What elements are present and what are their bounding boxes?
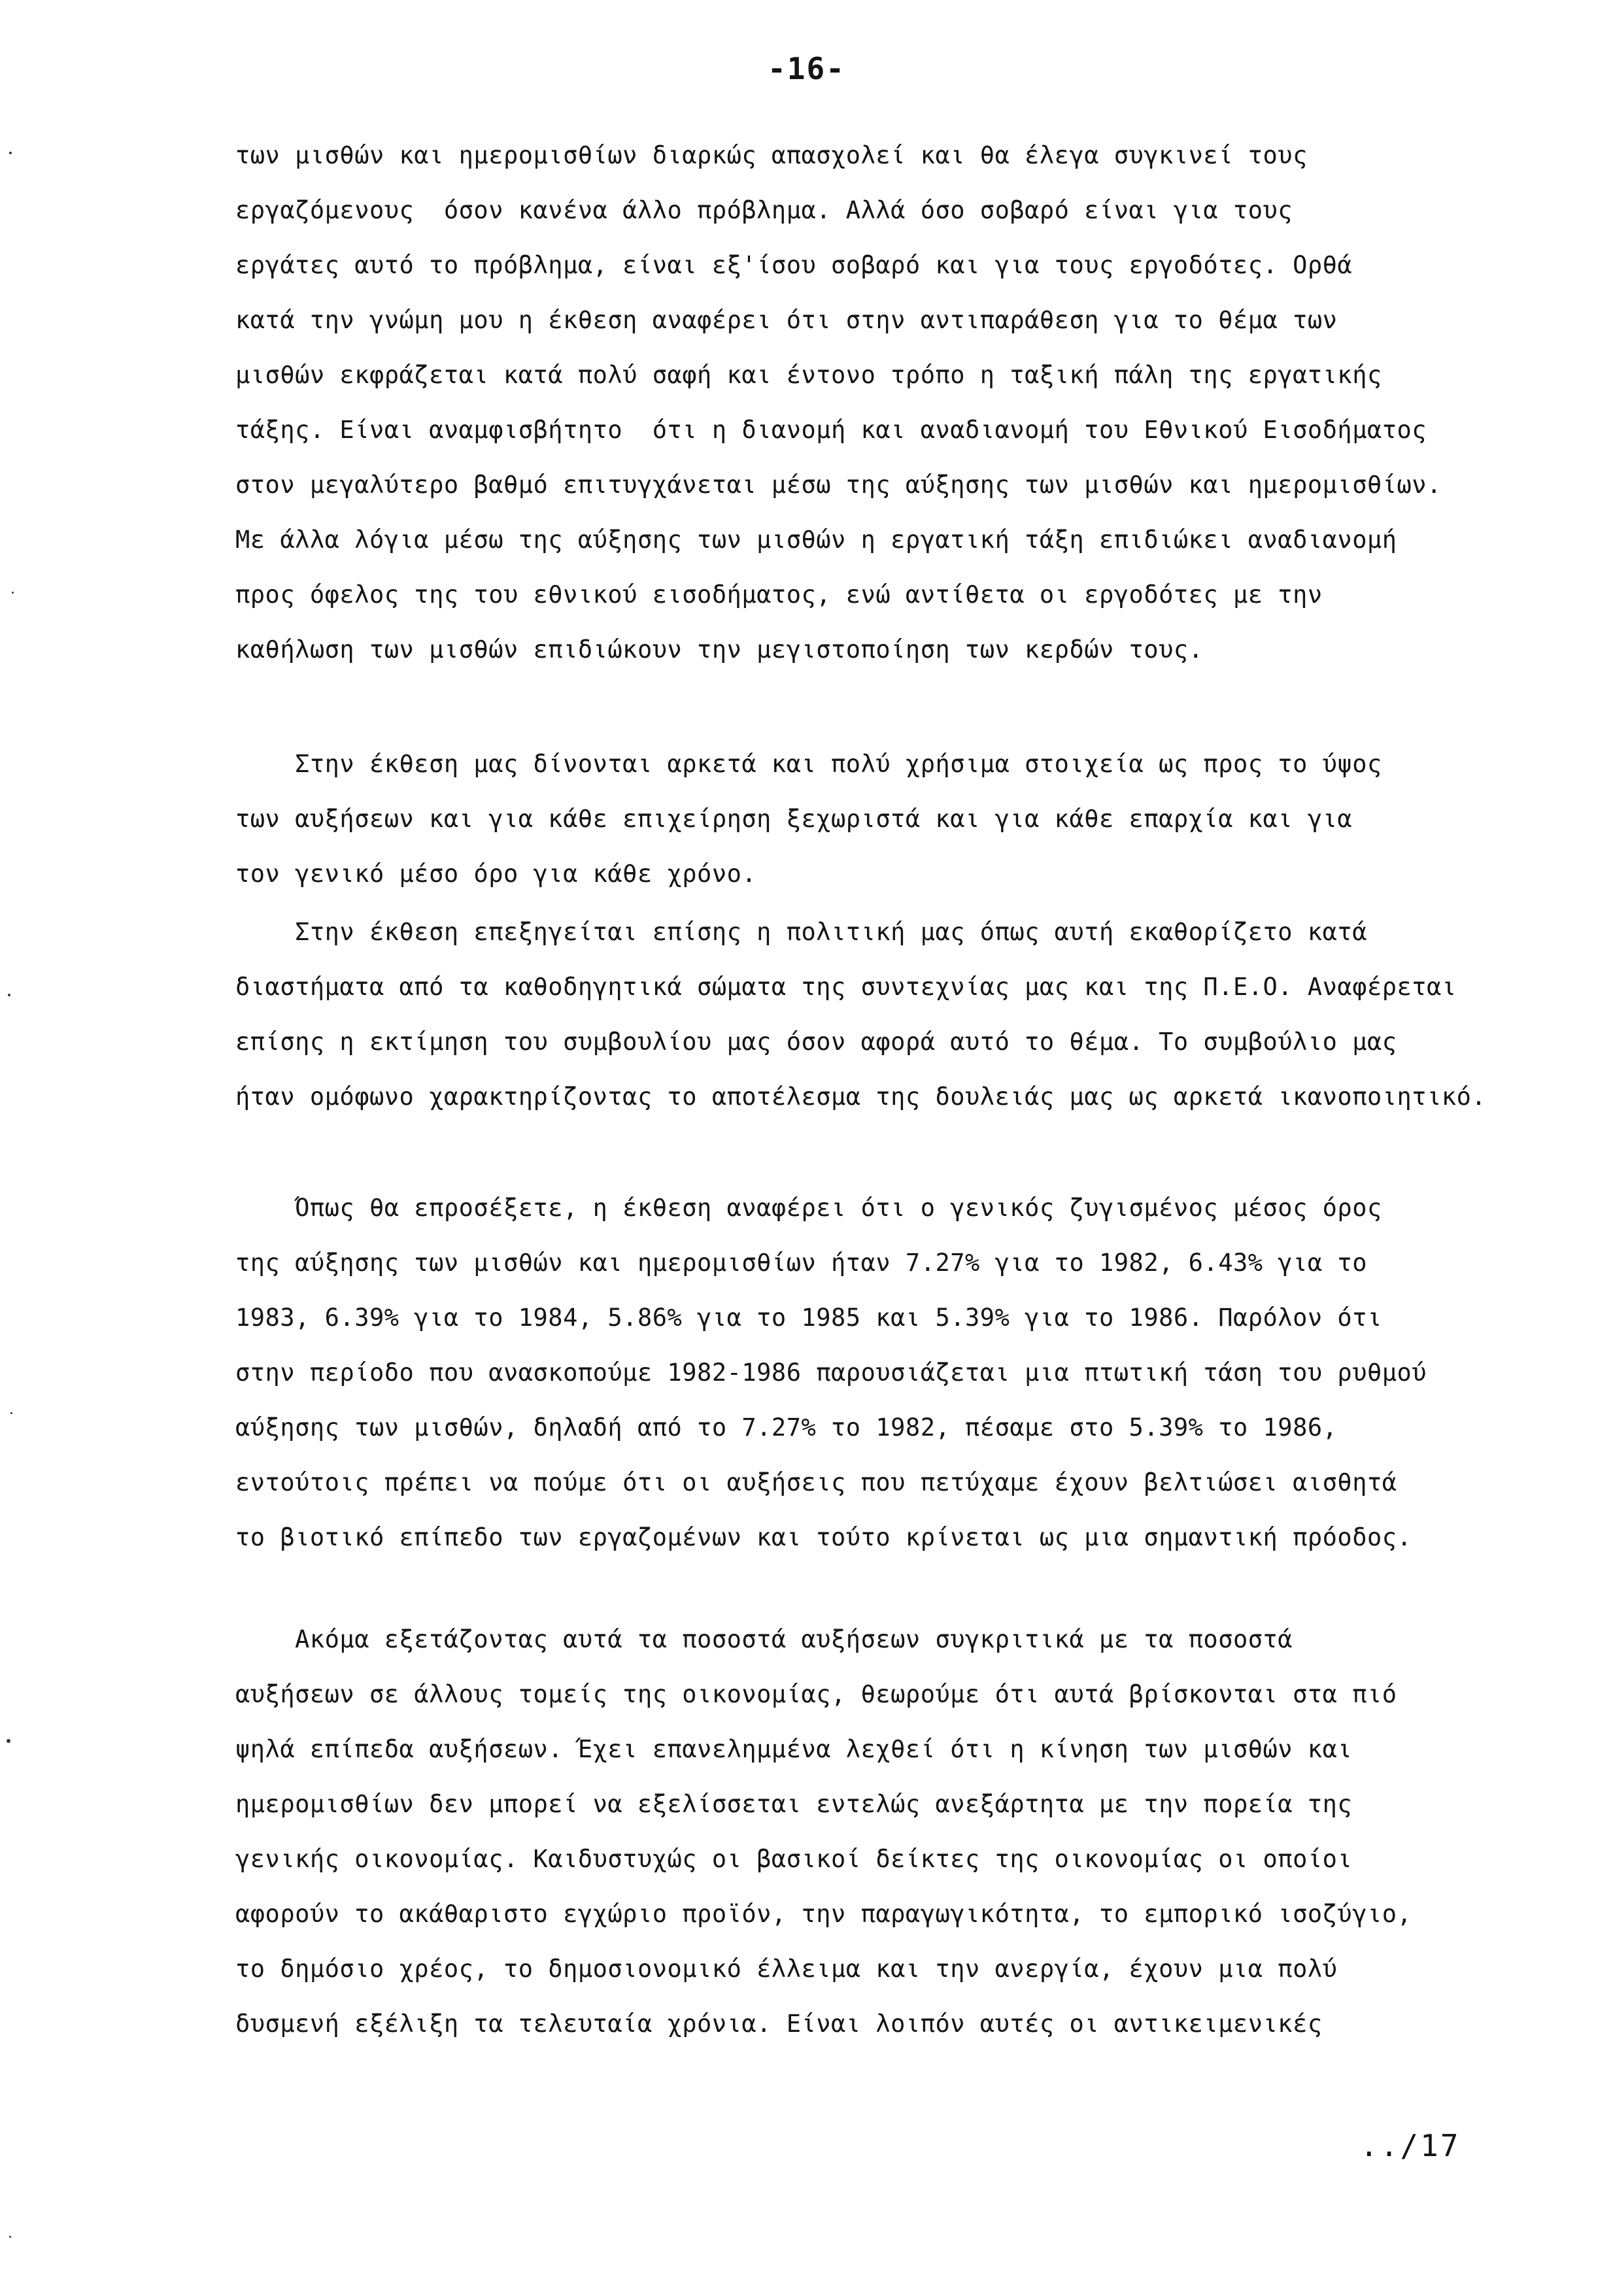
text-line: εργάτες αυτό το πρόβλημα, είναι εξ'ίσου σοβαρό και για τους εργοδότες. Ορθά — [235, 251, 1353, 279]
text-line: Όπως θα επροσέξετε, η έκθεση αναφέρει ότι ο γενικός ζυγισμένος μέσος όρος — [235, 1194, 1382, 1222]
scan-speck — [12, 592, 14, 594]
text-line: καθήλωση των μισθών επιδιώκουν την μεγιστοποίηση των κερδών τους. — [235, 635, 1204, 664]
text-line: της αύξησης των μισθών και ημερομισθίων ήταν 7.27% για το 1982, 6.43% για το — [235, 1249, 1367, 1277]
text-line: επίσης η εκτίμηση του συμβουλίου μας όσον αφορά αυτό το θέμα. Το συμβούλιο μας — [235, 1028, 1397, 1056]
text-line: διαστήματα από τα καθοδηγητικά σώματα της συντεχνίας μας και της Π.Ε.Ο. Αναφέρεται — [235, 973, 1457, 1001]
text-line: αφορούν το ακάθαριστο εγχώριο προϊόν, την παραγωγικότητα, το εμπορικό ισοζύγιο, — [235, 1900, 1412, 1928]
text-line: εντούτοις πρέπει να πούμε ότι οι αυξήσεις που πετύχαμε έχουν βελτιώσει αισθητά — [235, 1468, 1397, 1496]
scan-margin-specks — [0, 0, 39, 2296]
paragraph-wages-overview — [235, 128, 1582, 677]
scan-speck — [10, 1412, 12, 1414]
text-line: δυσμενή εξέλιξη τα τελευταία χρόνια. Είναι λοιπόν αυτές οι αντικειμενικές — [235, 2010, 1323, 2038]
text-line: γενικής οικονομίας. Καιδυστυχώς οι βασικοί δείκτες της οικονομίας οι οποίοι — [235, 1845, 1353, 1873]
text-line: τον γενικό μέσο όρο για κάθε χρόνο. — [235, 860, 757, 888]
scan-speck — [7, 1739, 10, 1743]
text-line: ψηλά επίπεδα αυξήσεων. Έχει επανελημμένα λεχθεί ότι η κίνηση των μισθών και — [235, 1735, 1353, 1763]
text-line: το βιοτικό επίπεδο των εργαζομένων και τούτο κρίνεται ως μια σημαντική πρόοδος. — [235, 1523, 1412, 1551]
paragraph-policy — [235, 905, 1582, 1124]
text-line: το δημόσιο χρέος, το δημοσιονομικό έλλειμα και την ανεργία, έχουν μια πολύ — [235, 1955, 1338, 1983]
text-line: στην περίοδο που ανασκοπούμε 1982-1986 παρουσιάζεται μια πτωτική τάση του ρυθμού — [235, 1359, 1427, 1387]
text-line: ημερομισθίων δεν μπορεί να εξελίσσεται εντελώς ανεξάρτητα με την πορεία της — [235, 1790, 1353, 1818]
text-line: τάξης. Είναι αναμφισβήτητο ότι η διανομή και αναδιανομή του Εθνικού Εισοδήματος — [235, 416, 1427, 444]
text-line: ήταν ομόφωνο χαρακτηρίζοντας το αποτέλεσμα της δουλειάς μας ως αρκετά ικανοποιητικό. — [235, 1083, 1487, 1111]
paragraph-report-data — [235, 737, 1582, 902]
text-line: Με άλλα λόγια μέσω της αύξησης των μισθών η εργατική τάξη επιδιώκει αναδιανομή — [235, 526, 1397, 554]
text-line: 1983, 6.39% για το 1984, 5.86% για το 1985 και 5.39% για το 1986. Παρόλον ότι — [235, 1304, 1382, 1332]
text-line: Στην έκθεση μας δίνονται αρκετά και πολύ χρήσιμα στοιχεία ως προς το ύψος — [235, 750, 1382, 778]
text-line: κατά την γνώμη μου η έκθεση αναφέρει ότι στην αντιπαράθεση για το θέμα των — [235, 306, 1338, 334]
paragraph-economy-comparison — [235, 1612, 1582, 2051]
text-line: μισθών εκφράζεται κατά πολύ σαφή και έντονο τρόπο η ταξική πάλη της εργατικής — [235, 361, 1382, 389]
text-line: αυξήσεων σε άλλους τομείς της οικονομίας, θεωρούμε ότι αυτά βρίσκονται στα πιό — [235, 1680, 1397, 1708]
scan-speck — [9, 152, 12, 154]
text-line: στον μεγαλύτερο βαθμό επιτυγχάνεται μέσω της αύξησης των μισθών και ημερομισθίων. — [235, 471, 1442, 499]
text-line: των μισθών και ημερομισθίων διαρκώς απασχολεί και θα έλεγα συγκινεί τους — [235, 141, 1308, 169]
paragraph-wage-increase-rates — [235, 1181, 1582, 1565]
text-line: Ακόμα εξετάζοντας αυτά τα ποσοστά αυξήσεων συγκριτικά με τα ποσοστά — [235, 1625, 1293, 1653]
text-line: εργαζόμενους όσον κανένα άλλο πρόβλημα. Αλλά όσο σοβαρό είναι για τους — [235, 196, 1293, 224]
text-line: Στην έκθεση επεξηγείται επίσης η πολιτική μας όπως αυτή εκαθορίζετο κατά — [235, 918, 1367, 946]
text-line: προς όφελος της του εθνικού εισοδήματος, ενώ αντίθετα οι εργοδότες με την — [235, 581, 1323, 609]
scan-speck — [8, 994, 10, 996]
text-line: αύξησης των μισθών, δηλαδή από το 7.27% το 1982, πέσαμε στο 5.39% το 1986, — [235, 1413, 1338, 1442]
scan-speck — [9, 2236, 11, 2238]
page-number: -16- — [768, 51, 845, 86]
text-line: των αυξήσεων και για κάθε επιχείρηση ξεχωριστά και για κάθε επαρχία και για — [235, 805, 1353, 833]
continuation-marker: ../17 — [1360, 2128, 1461, 2163]
